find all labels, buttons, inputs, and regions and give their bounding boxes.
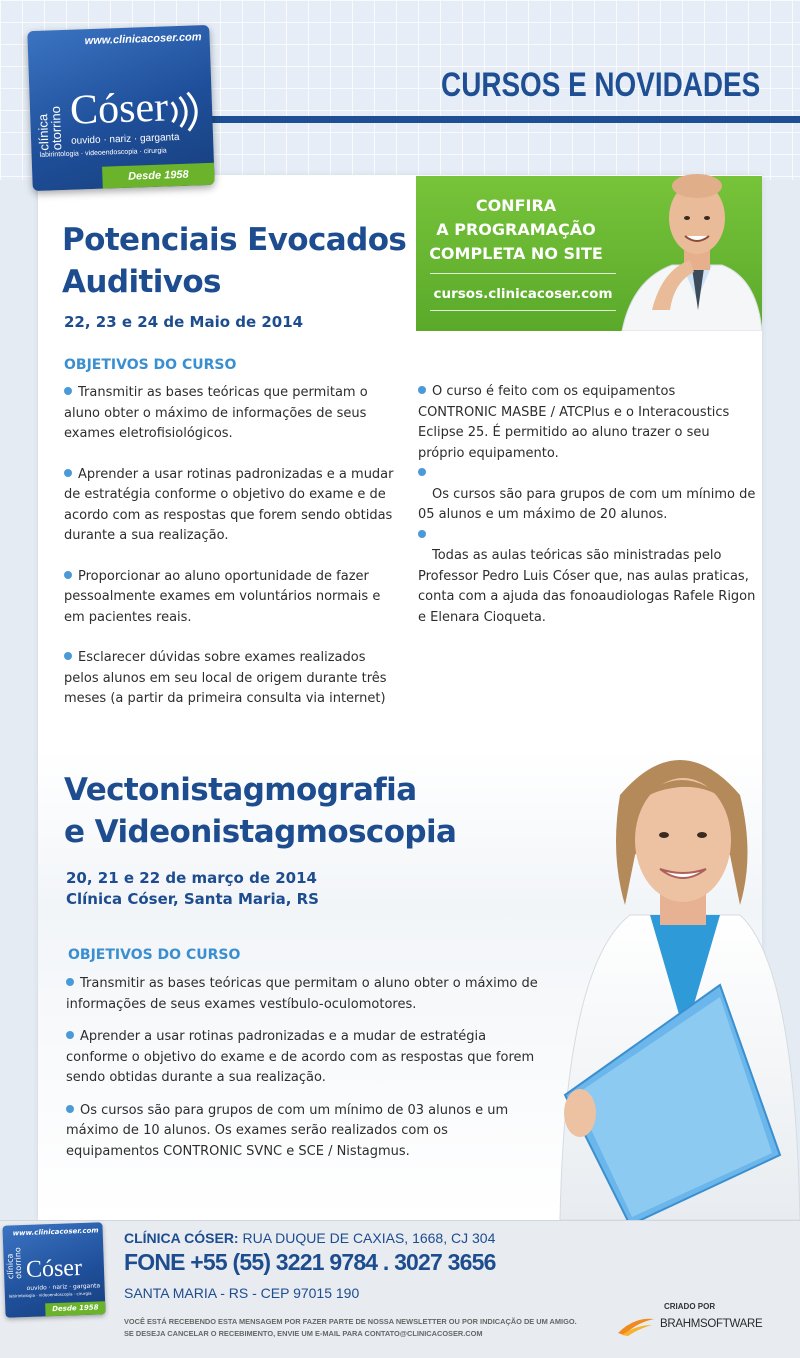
doctor-man-photo [612, 160, 762, 331]
creator-logo[interactable] [616, 1313, 776, 1339]
bullet-icon [66, 978, 74, 986]
list-item: Os cursos são para grupos de com um mínimo de 03 alunos e um máximo de 10 alunos. Os exames serão realizados com os equipamentos CONTRONIC SVNC e SCE / Nistagmus. [66, 1102, 509, 1159]
course1-date: 22, 23 e 24 de Maio de 2014 [64, 313, 304, 331]
bullet-icon [64, 469, 72, 477]
footer-logo-since: Desde 1958 [45, 1301, 105, 1316]
footer-logo-vertical-text: clínica otorrino [5, 1247, 24, 1280]
course1-title-line1: Potenciais Evocados [62, 222, 407, 258]
logo-services: labirintologia · videoendoscopia · cirurgia [39, 147, 167, 159]
course1-title-line2: Auditivos [62, 264, 221, 300]
promo-divider [430, 310, 616, 311]
footer-address: CLÍNICA CÓSER: RUA DUQUE DE CAXIAS, 1668, CJ 304 [124, 1230, 496, 1246]
course1-objectives-heading: OBJETIVOS DO CURSO [64, 357, 237, 373]
header-rule [200, 116, 800, 123]
page-title: CURSOS E NOVIDADES [440, 66, 760, 104]
sound-waves-icon [167, 91, 202, 132]
footer-logo-services: labirintologia · videoendoscopia · cirurgia [8, 1290, 92, 1299]
list-item: Transmitir as bases teóricas que permitam o aluno obter o máximo de informações de seus exames vestíbulo-oculomotores. [66, 976, 538, 1012]
footer-logo-url: www.clinicacoser.com [12, 1226, 99, 1238]
bullet-icon [418, 468, 426, 476]
brahms-swoosh-icon [616, 1313, 656, 1337]
bullet-icon [418, 386, 426, 394]
course2-title-line1: Vectonistagmografia [64, 772, 417, 808]
list-item: Os cursos são para grupos de com um mínimo de 05 alunos e um máximo de 20 alunos. [418, 464, 758, 526]
bullet-icon [418, 530, 426, 538]
list-item: Aprender a usar rotinas padronizadas e a mudar de estratégia conforme o objetivo do exame e de acordo com as respostas que forem sendo obtidas durante a sua realização. [64, 466, 394, 543]
list-item: Proporcionar ao aluno oportunidade de fazer pessoalmente exames em voluntários normais e em pacientes reais. [64, 568, 381, 625]
logo-tagline: ouvido · nariz · garganta [70, 131, 180, 147]
bullet-icon [66, 1031, 74, 1039]
course2-date: 20, 21 e 22 de março de 2014 [66, 869, 317, 887]
list-item: Aprender a usar rotinas padronizadas e a mudar de estratégia conforme o objetivo do exame e de acordo com as respostas que forem sendo obtidas durante a sua realização. [66, 1029, 535, 1085]
doctor-woman-photo [540, 735, 800, 1220]
list-item: O curso é feito com os equipamentos CONTRONIC MASBE / ATCPlus e o Interacoustics Eclipse 25. É permitido ao aluno trazer o seu próprio equipamento. [418, 384, 730, 461]
footer-logo-brand: Cóser [25, 1255, 83, 1283]
logo-vertical-text: clínica otorrino [35, 105, 65, 151]
list-item: Esclarecer dúvidas sobre exames realizados pelos alunos em seu local de origem durante três meses (a partir da primeira consulta via internet) [64, 650, 387, 706]
list-item: Transmitir as bases teóricas que permitam o aluno obter o máximo de informações de seus exames eletrofisiológicos. [64, 385, 368, 441]
list-item: Todas as aulas teóricas são ministradas pelo Professor Pedro Luis Cóser que, nas aulas praticas, conta com a ajuda das fonoaudiologas Rafele Rigon e Elenara Cioqueta. [418, 526, 758, 629]
creator-name: BRAHMSOFTWARE [660, 1318, 763, 1330]
course1-left-bullets [64, 383, 394, 710]
footer-notice: VOCÊ ESTÁ RECEBENDO ESTA MENSAGEM POR FAZER PARTE DE NOSSA NEWSLETTER OU POR INDICAÇÃO DE UM AMIGO. SE DESEJA CANCELAR O RECEBIMENTO, ENVIE UM E-MAIL PARA CONTATO@CLINICACOSER.COM [124, 1317, 577, 1338]
logo-since: Desde 1958 [102, 163, 215, 189]
course2-bullets [66, 974, 538, 1162]
bullet-icon [64, 652, 72, 660]
course2-location: Clínica Cóser, Santa Maria, RS [66, 890, 319, 908]
promo-line-3: COMPLETA NO SITE [429, 244, 603, 263]
created-by-label: CRIADO POR [664, 1302, 716, 1311]
bullet-icon [64, 387, 72, 395]
clinic-logo[interactable] [27, 25, 214, 191]
course2-title-line2: e Videonistagmoscopia [64, 814, 457, 850]
footer-logo-tagline: ouvido · nariz · garganta [26, 1282, 101, 1292]
promo-line-1: CONFIRA [475, 196, 557, 215]
footer-phone: FONE +55 (55) 3221 9784 . 3027 3656 [124, 1249, 496, 1275]
bullet-icon [64, 571, 72, 579]
footer-city: SANTA MARIA - RS - CEP 97015 190 [124, 1285, 360, 1301]
course1-right-bullets [418, 382, 758, 628]
course2-objectives-heading: OBJETIVOS DO CURSO [68, 947, 241, 963]
logo-brand: Cóser [69, 84, 169, 134]
promo-link[interactable]: cursos.clinicacoser.com [433, 286, 613, 302]
promo-divider [430, 273, 616, 274]
bullet-icon [66, 1105, 74, 1113]
logo-url: www.clinicacoser.com [84, 31, 202, 48]
promo-line-2: A PROGRAMAÇÃO [436, 220, 596, 239]
footer-logo[interactable] [2, 1222, 105, 1317]
